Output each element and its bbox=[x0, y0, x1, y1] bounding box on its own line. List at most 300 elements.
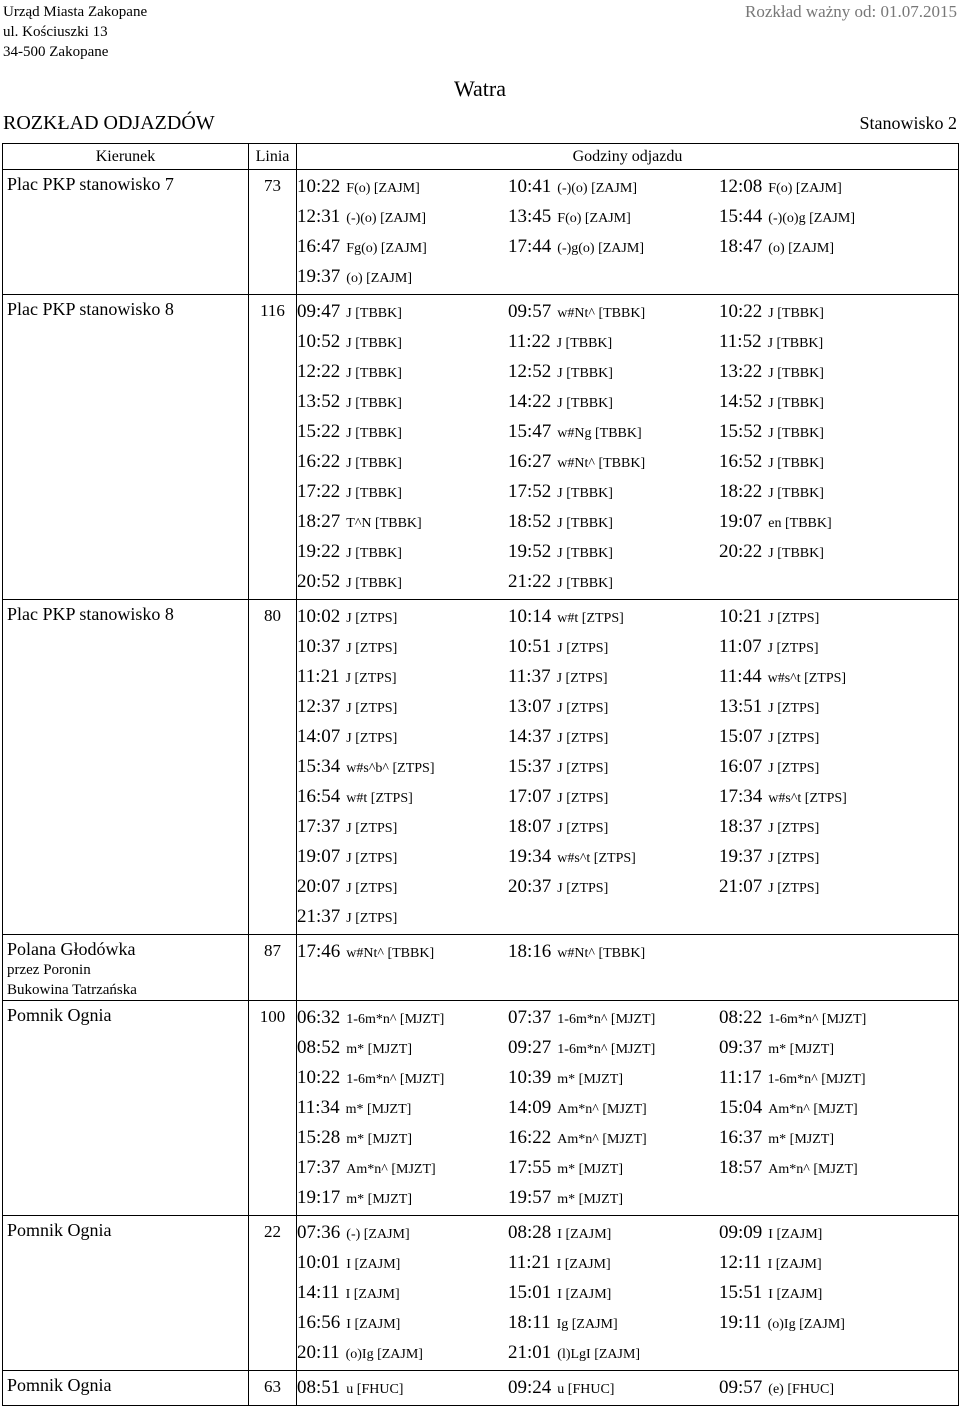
departure bbox=[719, 1278, 822, 1310]
departure-note: J [TBBK] bbox=[346, 336, 402, 351]
departure-time: 19:17 bbox=[297, 1187, 341, 1208]
departure-time: 09:24 bbox=[508, 1377, 552, 1398]
departure-time: 19:07 bbox=[297, 846, 341, 867]
departure-row bbox=[297, 357, 958, 387]
departure bbox=[508, 812, 608, 844]
departure bbox=[719, 1003, 866, 1035]
departure-note: w#t [ZTPS] bbox=[346, 791, 413, 806]
departure-note: 1-6m*n^ [MJZT] bbox=[557, 1042, 656, 1057]
departure-note: J [ZTPS] bbox=[346, 881, 398, 896]
departure-note: I [ZAJM] bbox=[346, 1257, 401, 1272]
departure bbox=[297, 1153, 436, 1185]
departure-time: 15:28 bbox=[297, 1127, 341, 1148]
departure-time: 14:07 bbox=[297, 726, 341, 747]
departure-time: 11:34 bbox=[297, 1097, 340, 1118]
departure bbox=[719, 602, 819, 634]
departure-note: J [TBBK] bbox=[768, 396, 824, 411]
departure bbox=[719, 1063, 866, 1095]
departure bbox=[297, 1338, 423, 1370]
departure-time: 20:22 bbox=[719, 541, 763, 562]
office-address bbox=[3, 2, 147, 62]
valid-from: Rozkład ważny od: 01.07.2015 bbox=[745, 2, 957, 21]
departure-note: J [ZTPS] bbox=[346, 611, 398, 626]
departure-time: 12:52 bbox=[508, 361, 552, 382]
departure-note: m* [MJZT] bbox=[346, 1192, 412, 1207]
departure bbox=[508, 1218, 611, 1250]
departure-time: 19:57 bbox=[508, 1187, 552, 1208]
departure-time: 15:07 bbox=[719, 726, 763, 747]
departure-note: Am*n^ [MJZT] bbox=[768, 1102, 858, 1117]
departure bbox=[719, 417, 824, 449]
departure-note: 1-6m*n^ [MJZT] bbox=[557, 1012, 656, 1027]
departure-time: 11:07 bbox=[719, 636, 762, 657]
departure-note: m* [MJZT] bbox=[345, 1102, 412, 1117]
departure-time: 16:07 bbox=[719, 756, 763, 777]
departure-time: 17:44 bbox=[508, 236, 552, 257]
departure bbox=[719, 782, 847, 814]
departure bbox=[719, 1373, 834, 1405]
departure-time: 16:54 bbox=[297, 786, 341, 807]
departure-time: 17:34 bbox=[719, 786, 763, 807]
departure-note: (o) [ZAJM] bbox=[346, 271, 412, 286]
departure-time: 12:08 bbox=[719, 176, 763, 197]
departure-note: m* [MJZT] bbox=[557, 1072, 623, 1087]
departure-note: J [ZTPS] bbox=[768, 851, 820, 866]
departure bbox=[297, 567, 402, 599]
departure bbox=[719, 1248, 822, 1280]
departure-time: 08:22 bbox=[719, 1007, 763, 1028]
departure-note: (-)g(o) [ZAJM] bbox=[557, 241, 644, 256]
departure bbox=[297, 937, 434, 969]
departure-note: J [ZTPS] bbox=[557, 821, 609, 836]
departure-time: 11:17 bbox=[719, 1067, 762, 1088]
departure-time: 19:37 bbox=[719, 846, 763, 867]
route-line-number: 63 bbox=[249, 1371, 297, 1406]
departure bbox=[508, 1123, 647, 1155]
departure-time: 21:07 bbox=[719, 876, 763, 897]
departure bbox=[508, 752, 608, 784]
departure-time: 11:21 bbox=[297, 666, 340, 687]
departure-row bbox=[297, 602, 958, 632]
departure-note: 1-6m*n^ [MJZT] bbox=[768, 1012, 867, 1027]
departure-time: 14:52 bbox=[719, 391, 763, 412]
departure-note: w#s^b^ [ZTPS] bbox=[346, 761, 435, 776]
departure-time: 10:02 bbox=[297, 606, 341, 627]
departure-time: 10:52 bbox=[297, 331, 341, 352]
departure-row bbox=[297, 387, 958, 417]
departure-row bbox=[297, 417, 958, 447]
departure bbox=[508, 692, 608, 724]
departure bbox=[297, 872, 397, 904]
departure-time: 11:22 bbox=[508, 331, 551, 352]
departure-time: 09:57 bbox=[719, 1377, 763, 1398]
departure bbox=[508, 632, 608, 664]
departure-note: F(o) [ZAJM] bbox=[346, 181, 420, 196]
departure-time: 11:52 bbox=[719, 331, 762, 352]
departure-note: J [TBBK] bbox=[346, 426, 402, 441]
departure bbox=[297, 1308, 400, 1340]
departure-time: 13:22 bbox=[719, 361, 763, 382]
departure bbox=[297, 172, 420, 204]
route-direction bbox=[3, 1001, 249, 1216]
departure-note: w#s^t [ZTPS] bbox=[557, 851, 636, 866]
departure bbox=[297, 537, 402, 569]
departure-time: 18:07 bbox=[508, 816, 552, 837]
departure-note: J [ZTPS] bbox=[345, 671, 397, 686]
route-direction bbox=[3, 295, 249, 600]
departure-time: 12:11 bbox=[719, 1252, 762, 1273]
departure-time: 10:14 bbox=[508, 606, 552, 627]
departure-row bbox=[297, 937, 958, 967]
departure-note: (o)Ig [ZAJM] bbox=[767, 1317, 845, 1332]
route-direction bbox=[3, 600, 249, 935]
departure-time: 20:52 bbox=[297, 571, 341, 592]
departure-time: 12:31 bbox=[297, 206, 341, 227]
departure-note: (-)(o) [ZAJM] bbox=[557, 181, 637, 196]
departure bbox=[508, 172, 637, 204]
departure bbox=[508, 842, 636, 874]
departure bbox=[719, 872, 819, 904]
departure-time: 16:22 bbox=[297, 451, 341, 472]
departure-row bbox=[297, 172, 958, 202]
departure-time: 21:22 bbox=[508, 571, 552, 592]
departure-row bbox=[297, 507, 958, 537]
departure bbox=[719, 172, 842, 204]
departure-time: 10:37 bbox=[297, 636, 341, 657]
departure-time: 18:27 bbox=[297, 511, 341, 532]
departure-row bbox=[297, 872, 958, 902]
departure-row bbox=[297, 262, 958, 292]
departure bbox=[719, 1123, 834, 1155]
departure-time: 20:37 bbox=[508, 876, 552, 897]
departure-time: 15:44 bbox=[719, 206, 763, 227]
departure-note: J [ZTPS] bbox=[346, 851, 398, 866]
departure-note: I [ZAJM] bbox=[768, 1227, 823, 1242]
departure-time: 18:37 bbox=[719, 816, 763, 837]
route-departures bbox=[297, 1371, 959, 1406]
departure-note: J [ZTPS] bbox=[346, 821, 398, 836]
departure bbox=[508, 1248, 611, 1280]
departure-note: w#t [ZTPS] bbox=[557, 611, 624, 626]
direction-name: Pomnik Ognia bbox=[7, 1005, 112, 1025]
departure-note: J [TBBK] bbox=[768, 546, 824, 561]
departure bbox=[508, 937, 645, 969]
departure bbox=[508, 1338, 640, 1370]
direction-name: Pomnik Ognia bbox=[7, 1220, 112, 1240]
departure bbox=[508, 1003, 655, 1035]
departure-time: 13:52 bbox=[297, 391, 341, 412]
departure bbox=[719, 507, 832, 539]
departure-note: J [TBBK] bbox=[557, 576, 613, 591]
departure-time: 12:22 bbox=[297, 361, 341, 382]
departure-note: (-)(o) [ZAJM] bbox=[346, 211, 426, 226]
departure-time: 10:22 bbox=[297, 1067, 341, 1088]
departure-note: en [TBBK] bbox=[768, 516, 832, 531]
departure bbox=[719, 632, 819, 664]
departure-note: Am*n^ [MJZT] bbox=[557, 1102, 647, 1117]
table-row bbox=[3, 295, 959, 600]
departure-row bbox=[297, 477, 958, 507]
departure bbox=[297, 357, 402, 389]
departure-note: 1-6m*n^ [MJZT] bbox=[346, 1012, 445, 1027]
departure-note: J [TBBK] bbox=[346, 396, 402, 411]
departure-note: J [ZTPS] bbox=[557, 701, 609, 716]
departure-time: 12:37 bbox=[297, 696, 341, 717]
departure bbox=[719, 297, 824, 329]
departure-note: Ig [ZAJM] bbox=[556, 1317, 618, 1332]
departure-time: 18:16 bbox=[508, 941, 552, 962]
departure bbox=[297, 1183, 412, 1215]
departure-time: 15:22 bbox=[297, 421, 341, 442]
departure-row bbox=[297, 1278, 958, 1308]
departure-row bbox=[297, 782, 958, 812]
departure bbox=[508, 417, 642, 449]
departure-row bbox=[297, 327, 958, 357]
departure-note: w#Nt^ [TBBK] bbox=[557, 456, 646, 471]
departure-note: J [ZTPS] bbox=[556, 671, 608, 686]
departure bbox=[297, 1248, 400, 1280]
departure bbox=[719, 537, 824, 569]
departure bbox=[719, 662, 846, 694]
departure-note: J [ZTPS] bbox=[768, 701, 820, 716]
departure-row bbox=[297, 722, 958, 752]
departure-time: 08:52 bbox=[297, 1037, 341, 1058]
departure-row bbox=[297, 692, 958, 722]
departure bbox=[508, 537, 613, 569]
departure-time: 08:28 bbox=[508, 1222, 552, 1243]
departure-note: w#s^t [ZTPS] bbox=[768, 791, 847, 806]
departure-note: w#Nt^ [TBBK] bbox=[557, 946, 646, 961]
departure-note: J [TBBK] bbox=[346, 306, 402, 321]
departure-note: I [ZAJM] bbox=[345, 1287, 400, 1302]
departure-row bbox=[297, 1033, 958, 1063]
departure bbox=[297, 602, 397, 634]
departure bbox=[508, 477, 613, 509]
departure-note: I [ZAJM] bbox=[768, 1287, 823, 1302]
departure-time: 15:04 bbox=[719, 1097, 763, 1118]
departure-row bbox=[297, 1308, 958, 1338]
direction-name: Plac PKP stanowisko 8 bbox=[7, 299, 174, 319]
departure-time: 09:37 bbox=[719, 1037, 763, 1058]
departure bbox=[719, 357, 824, 389]
departure-time: 08:51 bbox=[297, 1377, 341, 1398]
departure-row bbox=[297, 752, 958, 782]
departure-time: 16:37 bbox=[719, 1127, 763, 1148]
departure bbox=[508, 232, 644, 264]
departure bbox=[297, 752, 434, 784]
departure bbox=[508, 507, 613, 539]
departure-row bbox=[297, 1093, 958, 1123]
departure-row bbox=[297, 1218, 958, 1248]
departure bbox=[297, 632, 397, 664]
departure bbox=[508, 1063, 623, 1095]
column-header-line: Linia bbox=[249, 144, 297, 170]
route-line-number: 87 bbox=[249, 935, 297, 1001]
departure-row bbox=[297, 1248, 958, 1278]
departure-row bbox=[297, 842, 958, 872]
departure-note: J [TBBK] bbox=[768, 486, 824, 501]
route-departures bbox=[297, 600, 959, 935]
departure-note: I [ZAJM] bbox=[557, 1227, 612, 1242]
departure bbox=[508, 327, 612, 359]
departure-note: m* [MJZT] bbox=[768, 1042, 834, 1057]
departure bbox=[297, 262, 412, 294]
departure-row bbox=[297, 202, 958, 232]
departure-time: 10:22 bbox=[719, 301, 763, 322]
departure-note: J [TBBK] bbox=[346, 366, 402, 381]
departure bbox=[719, 1308, 845, 1340]
stand-label: Stanowisko 2 bbox=[859, 113, 957, 133]
departure-time: 13:07 bbox=[508, 696, 552, 717]
departure-row bbox=[297, 1153, 958, 1183]
departure bbox=[508, 1153, 623, 1185]
departure-time: 20:07 bbox=[297, 876, 341, 897]
departure-time: 10:51 bbox=[508, 636, 552, 657]
departure bbox=[297, 232, 427, 264]
route-line-number: 116 bbox=[249, 295, 297, 600]
departure bbox=[719, 692, 819, 724]
departure-row bbox=[297, 662, 958, 692]
departure-note: Am*n^ [MJZT] bbox=[557, 1132, 647, 1147]
direction-name: Plac PKP stanowisko 7 bbox=[7, 174, 174, 194]
departure-note: J [ZTPS] bbox=[346, 731, 398, 746]
departure-time: 16:27 bbox=[508, 451, 552, 472]
departure bbox=[719, 1218, 822, 1250]
departure-note: m* [MJZT] bbox=[768, 1132, 834, 1147]
route-departures bbox=[297, 295, 959, 600]
departure-row bbox=[297, 447, 958, 477]
departure-time: 18:11 bbox=[508, 1312, 551, 1333]
departure-time: 10:21 bbox=[719, 606, 763, 627]
departure bbox=[297, 1003, 444, 1035]
departure-note: F(o) [ZAJM] bbox=[768, 181, 842, 196]
departure bbox=[719, 232, 834, 264]
spacer bbox=[297, 967, 958, 997]
timetable bbox=[2, 143, 959, 1406]
route-line-number: 100 bbox=[249, 1001, 297, 1216]
departure bbox=[719, 327, 823, 359]
table-header-row bbox=[3, 144, 959, 170]
departure-note: (o) [ZAJM] bbox=[768, 241, 834, 256]
departure-note: J [ZTPS] bbox=[346, 911, 398, 926]
departure bbox=[297, 387, 402, 419]
departure bbox=[508, 1278, 611, 1310]
departure bbox=[297, 1218, 410, 1250]
departure-time: 17:37 bbox=[297, 816, 341, 837]
departure-time: 09:47 bbox=[297, 301, 341, 322]
departure-note: J [TBBK] bbox=[346, 576, 402, 591]
departure-time: 14:11 bbox=[297, 1282, 340, 1303]
departure-note: w#Ng [TBBK] bbox=[557, 426, 642, 441]
departure-time: 14:37 bbox=[508, 726, 552, 747]
departure-row bbox=[297, 632, 958, 662]
departure-row bbox=[297, 232, 958, 262]
departure bbox=[297, 1123, 412, 1155]
departure-note: (-) [ZAJM] bbox=[346, 1227, 410, 1242]
departure-time: 19:22 bbox=[297, 541, 341, 562]
departure-time: 13:51 bbox=[719, 696, 763, 717]
departure-time: 09:57 bbox=[508, 301, 552, 322]
departure bbox=[719, 447, 824, 479]
departure-time: 15:51 bbox=[719, 1282, 763, 1303]
departure-note: F(o) [ZAJM] bbox=[557, 211, 631, 226]
departure-row bbox=[297, 812, 958, 842]
departure bbox=[508, 387, 613, 419]
departure-note: J [TBBK] bbox=[768, 306, 824, 321]
departure-row bbox=[297, 902, 958, 932]
departure-note: J [TBBK] bbox=[768, 426, 824, 441]
departure-note: w#Nt^ [TBBK] bbox=[557, 306, 646, 321]
departure bbox=[297, 417, 402, 449]
departure-note: m* [MJZT] bbox=[346, 1132, 412, 1147]
departure bbox=[508, 1183, 623, 1215]
departure-note: (o)Ig [ZAJM] bbox=[345, 1347, 423, 1362]
departure bbox=[508, 297, 645, 329]
departure-time: 19:11 bbox=[719, 1312, 762, 1333]
table-row bbox=[3, 1001, 959, 1216]
departure bbox=[297, 902, 397, 934]
office-city: 34-500 Zakopane bbox=[3, 44, 109, 60]
departure bbox=[297, 692, 397, 724]
departure-row bbox=[297, 1373, 958, 1403]
departure-row bbox=[297, 1338, 958, 1368]
departure-note: Fg(o) [ZAJM] bbox=[346, 241, 427, 256]
departure bbox=[508, 1308, 618, 1340]
departure bbox=[508, 447, 645, 479]
direction-name: Pomnik Ognia bbox=[7, 1375, 112, 1395]
departure-time: 09:09 bbox=[719, 1222, 763, 1243]
departure-time: 21:01 bbox=[508, 1342, 552, 1363]
departure-note: T^N [TBBK] bbox=[346, 516, 422, 531]
departure bbox=[297, 662, 397, 694]
departure-note: J [TBBK] bbox=[346, 486, 402, 501]
departure-time: 14:09 bbox=[508, 1097, 552, 1118]
departure-note: I [ZAJM] bbox=[557, 1287, 612, 1302]
departure bbox=[297, 447, 402, 479]
departure bbox=[508, 202, 631, 234]
departure bbox=[508, 1093, 647, 1125]
departure bbox=[297, 1373, 403, 1405]
departure bbox=[719, 1153, 858, 1185]
departure-note: 1-6m*n^ [MJZT] bbox=[346, 1072, 445, 1087]
departure-time: 19:34 bbox=[508, 846, 552, 867]
table-row bbox=[3, 1216, 959, 1371]
departure-note: J [TBBK] bbox=[557, 396, 613, 411]
departure-note: I [ZAJM] bbox=[767, 1257, 822, 1272]
departure bbox=[719, 722, 819, 754]
departure-note: Am*n^ [MJZT] bbox=[346, 1162, 436, 1177]
departure-note: J [ZTPS] bbox=[768, 761, 820, 776]
departure-note: J [TBBK] bbox=[767, 336, 824, 351]
departure-time: 21:37 bbox=[297, 906, 341, 927]
departure-note: J [ZTPS] bbox=[768, 821, 820, 836]
departure-time: 14:22 bbox=[508, 391, 552, 412]
departure-note: J [TBBK] bbox=[768, 456, 824, 471]
departure-note: J [TBBK] bbox=[557, 546, 613, 561]
departure bbox=[719, 202, 855, 234]
departure-note: w#Nt^ [TBBK] bbox=[346, 946, 435, 961]
departure-time: 20:11 bbox=[297, 1342, 340, 1363]
table-row bbox=[3, 170, 959, 295]
departure-row bbox=[297, 1183, 958, 1213]
departure-time: 15:01 bbox=[508, 1282, 552, 1303]
route-departures bbox=[297, 1001, 959, 1216]
column-header-times: Godziny odjazdu bbox=[297, 144, 959, 170]
departure-time: 18:57 bbox=[719, 1157, 763, 1178]
departure bbox=[297, 507, 422, 539]
departure-time: 16:22 bbox=[508, 1127, 552, 1148]
route-line-number: 73 bbox=[249, 170, 297, 295]
